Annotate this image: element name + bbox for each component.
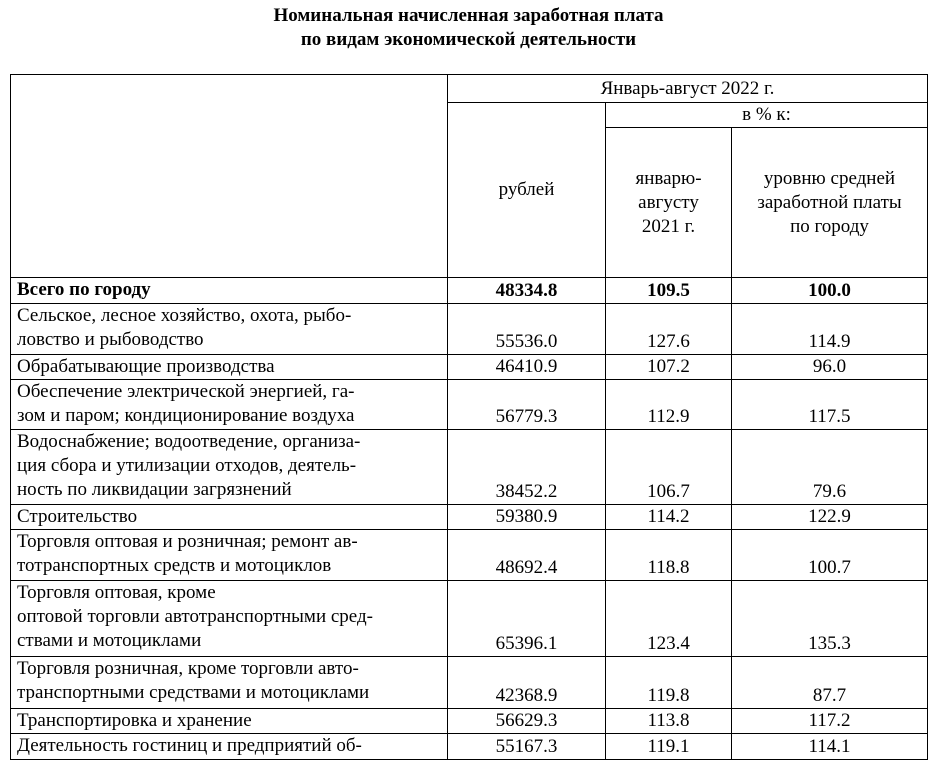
activity-name <box>11 530 448 581</box>
activity-name-line: ность по ликвидации загрязнений <box>17 479 292 500</box>
header-empty-cell <box>11 75 448 278</box>
table-row <box>11 355 928 380</box>
activity-name <box>11 581 448 657</box>
wage-rubles: 55167.3 <box>448 734 606 760</box>
activity-name <box>11 304 448 355</box>
wage-table <box>10 74 928 760</box>
activity-name-line: Сельское, лесное хозяйство, охота, рыбо- <box>17 305 352 326</box>
percent-city-avg: 117.2 <box>732 709 928 734</box>
header-prev-year <box>606 128 732 278</box>
activity-name <box>11 734 448 760</box>
table-row <box>11 505 928 530</box>
activity-name-line: Обрабатывающие производства <box>17 356 275 377</box>
percent-prev-year: 107.2 <box>606 355 732 380</box>
activity-name-line: тотранспортных средств и мотоциклов <box>17 555 332 576</box>
percent-city-avg: 135.3 <box>732 581 928 657</box>
percent-prev-year: 113.8 <box>606 709 732 734</box>
wage-rubles: 48692.4 <box>448 530 606 581</box>
wage-rubles: 55536.0 <box>448 304 606 355</box>
wage-rubles: 42368.9 <box>448 657 606 709</box>
total-row <box>11 278 928 304</box>
header-period: Январь-август 2022 г. <box>448 75 928 103</box>
wage-rubles: 56779.3 <box>448 380 606 430</box>
activity-name-line: транспортными средствами и мотоциклами <box>17 682 370 703</box>
page-title <box>0 4 937 52</box>
wage-rubles: 46410.9 <box>448 355 606 380</box>
percent-city-avg: 79.6 <box>732 430 928 505</box>
percent-city-avg: 114.9 <box>732 304 928 355</box>
header-city-avg-line: уровню средней <box>763 167 896 189</box>
activity-name-line: ловство и рыбоводство <box>17 329 204 350</box>
percent-city-avg: 100.7 <box>732 530 928 581</box>
header-percent-to: в % к: <box>606 103 928 128</box>
percent-prev-year: 119.1 <box>606 734 732 760</box>
percent-city-avg: 87.7 <box>732 657 928 709</box>
activity-name-line: Строительство <box>17 506 138 527</box>
table-row <box>11 581 928 657</box>
activity-name-line: Обеспечение электрической энергией, га- <box>17 381 355 402</box>
percent-prev-year: 123.4 <box>606 581 732 657</box>
total-name: Всего по городу <box>11 278 448 304</box>
activity-name-line: Транспортировка и хранение <box>17 710 252 731</box>
table-row <box>11 734 928 760</box>
title-line-2: по видам экономической деятельности <box>300 29 637 50</box>
table-row <box>11 657 928 709</box>
activity-name <box>11 355 448 380</box>
activity-name-line: ция сбора и утилизации отходов, деятель- <box>17 455 357 476</box>
percent-prev-year: 114.2 <box>606 505 732 530</box>
total-rubles: 48334.8 <box>448 278 606 304</box>
wage-rubles: 65396.1 <box>448 581 606 657</box>
activity-name-line: Деятельность гостиниц и предприятий об- <box>17 735 362 756</box>
header-city-avg <box>732 128 928 278</box>
header-prev-year-line: 2021 г. <box>641 215 696 237</box>
table-row <box>11 709 928 734</box>
percent-prev-year: 106.7 <box>606 430 732 505</box>
activity-name-line: Торговля оптовая, кроме <box>17 582 216 603</box>
percent-city-avg: 122.9 <box>732 505 928 530</box>
title-line-1: Номинальная начисленная заработная плата <box>273 5 664 26</box>
activity-name <box>11 505 448 530</box>
activity-name-line: Торговля розничная, кроме торговли авто- <box>17 658 359 679</box>
wage-rubles: 59380.9 <box>448 505 606 530</box>
table-row <box>11 430 928 505</box>
percent-prev-year: 112.9 <box>606 380 732 430</box>
wage-rubles: 56629.3 <box>448 709 606 734</box>
activity-name-line: ствами и мотоциклами <box>17 630 202 651</box>
activity-name-line: оптовой торговли автотранспортными сред- <box>17 606 373 627</box>
activity-name <box>11 657 448 709</box>
activity-name-line: Торговля оптовая и розничная; ремонт ав- <box>17 531 358 552</box>
table-row <box>11 304 928 355</box>
header-prev-year-line: августу <box>638 191 699 213</box>
activity-name <box>11 430 448 505</box>
total-prev: 109.5 <box>606 278 732 304</box>
table-row <box>11 380 928 430</box>
header-rubles: рублей <box>448 103 606 278</box>
header-prev-year-line: январю- <box>635 167 702 189</box>
activity-name <box>11 709 448 734</box>
header-city-avg-line: по городу <box>790 215 869 237</box>
percent-city-avg: 117.5 <box>732 380 928 430</box>
table-row <box>11 530 928 581</box>
percent-city-avg: 114.1 <box>732 734 928 760</box>
activity-name-line: зом и паром; кондиционирование воздуха <box>17 405 355 426</box>
activity-name-line: Водоснабжение; водоотведение, организа- <box>17 431 361 452</box>
header-city-avg-line: заработной платы <box>757 191 902 213</box>
percent-prev-year: 118.8 <box>606 530 732 581</box>
total-city: 100.0 <box>732 278 928 304</box>
percent-prev-year: 119.8 <box>606 657 732 709</box>
percent-city-avg: 96.0 <box>732 355 928 380</box>
activity-name <box>11 380 448 430</box>
wage-rubles: 38452.2 <box>448 430 606 505</box>
percent-prev-year: 127.6 <box>606 304 732 355</box>
